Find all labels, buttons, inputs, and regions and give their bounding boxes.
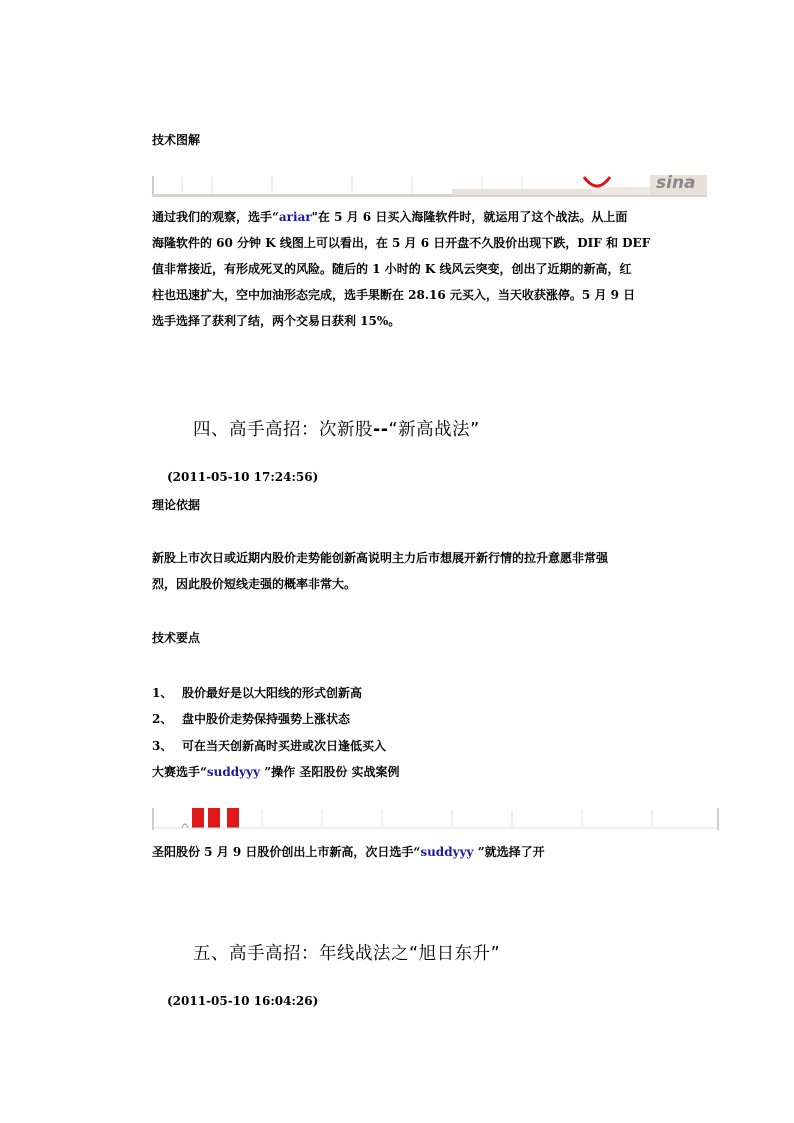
case-chart-strip — [152, 806, 720, 830]
theory-paragraph — [152, 545, 712, 597]
post-date: (2011-05-10 16:04:26) — [167, 994, 319, 1008]
tech-points-label: 技术要点 — [152, 631, 201, 645]
heading-technical-diagram: 技术图解 — [152, 133, 201, 147]
section-title-four: 四、高手高招：次新股--“新高战法” — [193, 420, 480, 440]
case-chart-graphic — [152, 806, 720, 830]
analysis-paragraph — [152, 204, 712, 334]
paragraph-line: 值非常接近，有形成死叉的风险。随后的 1 小时的 K 线风云突变，创出了近期的新高，红 — [152, 262, 632, 276]
case-description: 圣阳股份 5 月 9 日股价创出上市新高，次日选手“suddyyy ”就选择了开 — [152, 845, 545, 859]
paragraph-line: 选手选择了获利了结，两个交易日获利 15%。 — [152, 314, 401, 328]
paragraph-line: 新股上市次日或近期内股价走势能创新高说明主力后市想展开新行情的拉升意愿非常强 — [152, 551, 609, 565]
theory-label: 理论依据 — [152, 498, 201, 512]
player-name-suddyyy: suddyyy — [206, 765, 261, 779]
case-caption: 大赛选手“suddyyy ”操作 圣阳股份 实战案例 — [152, 765, 400, 779]
list-item: 2、 盘中股价走势保持强势上涨状态 — [152, 712, 351, 726]
post-date: (2011-05-10 17:24:56) — [167, 470, 319, 484]
player-name-suddyyy: suddyyy — [420, 845, 474, 859]
paragraph-line: 柱也迅速扩大，空中加油形态完成，选手果断在 28.16 元买入，当天收获涨停。5 月 9 日 — [152, 288, 636, 302]
list-item: 1、 股价最好是以大阳线的形式创新高 — [152, 686, 363, 700]
paragraph-line: 通过我们的观察，选手“ariar"在 5 月 6 日买入海隆软件时，就运用了这个战法。从上面 — [152, 210, 628, 224]
section-title-five: 五、高手高招：年线战法之“旭日东升” — [193, 944, 501, 964]
player-name-ariar: ariar — [278, 210, 312, 224]
chart-fragment-graphic — [152, 173, 707, 197]
paragraph-line: 海隆软件的 60 分钟 K 线图上可以看出，在 5 月 6 日开盘不久股价出现下跌，DIF 和 DEF — [152, 236, 651, 250]
sina-logo: sina — [656, 173, 696, 193]
paragraph-line: 烈，因此股价短线走强的概率非常大。 — [152, 577, 357, 591]
list-item: 3、 可在当天创新高时买进或次日逢低买入 — [152, 739, 387, 753]
chart-image-strip — [152, 173, 707, 197]
